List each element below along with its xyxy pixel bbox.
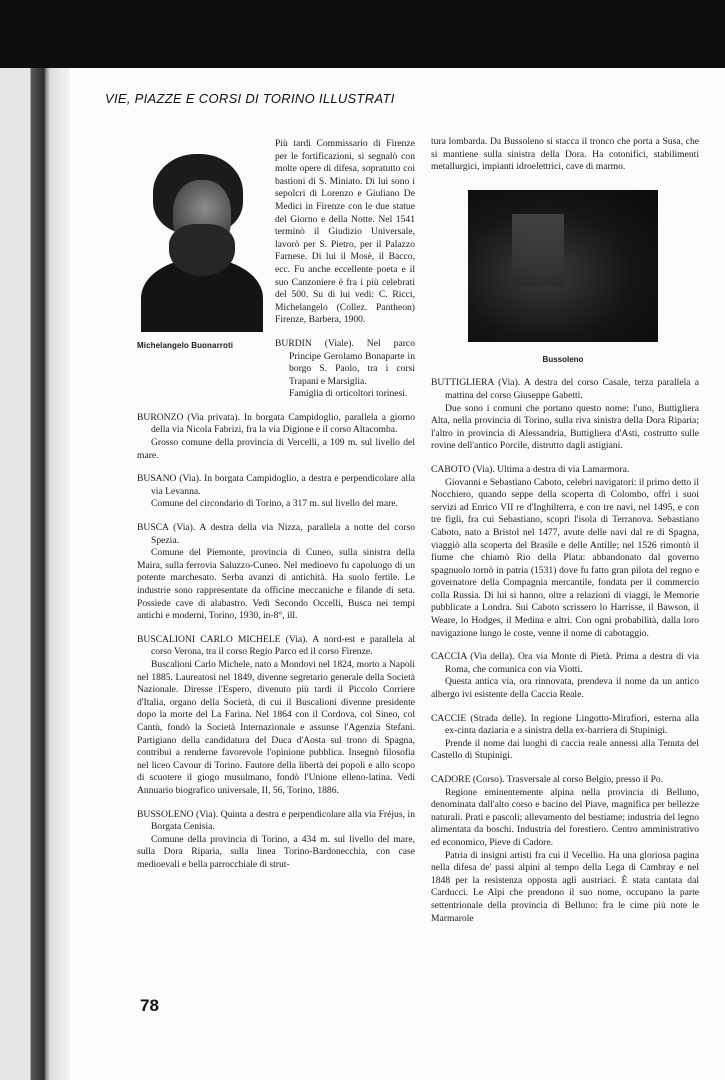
entry-buscalioni <box>137 634 415 798</box>
entry-buronzo <box>137 412 415 462</box>
entry-caboto-head: CABOTO (Via). Ultima a destra di via Lamarmora. <box>431 463 630 475</box>
entry-cadore-body-1: Regione eminentemente alpina nella provincia di Belluno, denominata dall'alto corso e bacino del Piave, magnifica per bellezze naturali. Prati e pascoli; allevamento del bestiame; industria del legno alimentata da boschi. Industria del forestiero. Centro amministrativo ed economico, Pieve di Cadore. <box>431 786 699 848</box>
entry-buttigliera-body: Due sono i comuni che portano questo nome: l'uno, Buttigliera Alta, nella provincia di Torino, sulla riva sinistra della Dora Riparia; l'altro in provincia di Alessandria, Buttigliera d'Asti, costrutto sulle rovine dell'antico Porcile, distrutto dagli astigiani. <box>431 402 699 452</box>
entry-caccia-head: CACCIA (Via della). Ora via Monte di Pietà. Prima a destra di via Roma, che comunica con via Viotti. <box>431 651 699 675</box>
entry-buronzo-body: Grosso comune della provincia di Vercelli, a 109 m. sul livello del mare. <box>137 437 415 461</box>
entry-buttigliera <box>431 377 699 453</box>
buonarroti-text-column <box>275 138 415 401</box>
right-column <box>431 136 699 925</box>
portrait-figure <box>137 146 265 401</box>
entry-busano-body: Comune del circondario di Torino, a 317 m. sul livello del mare. <box>151 498 398 510</box>
entry-buscalioni-body: Buscalioni Carlo Michele, nato a Mondovì nel 1824, morto a Napoli nel 1885. Laureatosi nel 1849, divenne segretario generale della Società Nazionale. Diresse l'Espero, divenuto più tardi il Piccolo Corriere d'Italia, organo della Società, di cui il Buscalioni divenne presidente dopo la morte del La Farina. Nel 1864 con il Cordova, col Sineo, col Cantù, fondò la Società Internazionale e assunse l'Agenzia Stefani. Partigiano della candidatura del Duca d'Aosta sul trono di Spagna, contribuì a renderne favorevole l'opinione pubblica. Insegnò filosofia nel liceo Cavour di Torino. Fautore della libertà dei popoli e allo scopo di scuotere il giogo musulmano, fondò l'Unione elleno-latina. Vedi Annuario biografico universale, II, 56, Torino, 1886. <box>137 658 415 796</box>
page-number: 78 <box>140 996 159 1015</box>
left-column <box>137 136 415 871</box>
entry-burdin-head: BURDIN (Viale). Nel parco Principe Gerolamo Bonaparte in borgo S. Paolo, tra i corsi Trapani e Marsiglia. <box>275 337 415 387</box>
entry-burdin <box>275 338 415 401</box>
entry-caboto <box>431 464 699 640</box>
entry-buscalioni-head: BUSCALIONI CARLO MICHELE (Via). A nord-est e parallela al corso Verona, tra il corso Regio Parco ed il corso Firenze. <box>137 633 415 658</box>
scan-top-band <box>0 0 725 68</box>
bussoleno-photo-image <box>468 190 658 342</box>
entry-buttigliera-head: BUTTIGLIERA (Via). A destra del corso Casale, terza parallela a mattina del corso Giuseppe Gabetti. <box>431 377 699 401</box>
michelangelo-portrait-image <box>137 146 265 332</box>
entry-burdin-body: Famiglia di orticoltori torinesi. <box>289 388 408 400</box>
entry-buronzo-head: BURONZO (Via privata). In borgata Campidoglio, parallela a giorno della via Nicola Fabrizi, fra la via Digione e il corso Altacomba. <box>137 411 415 436</box>
entry-caboto-body: Giovanni e Sebastiano Caboto, celebri navigatori: il primo detto il Nocchiero, quando seppe della scoperta di Colombo, offrì i suoi servizi ad Enrico VII re d'Inghilterra, e con tre navi, nel 1495, e con tre figli, fra cui Sebastiano, scoprì l'isola di Terranova. Sebastiano Caboto, nato a Bristol nel 1477, avute delle navi dal re di Spagna, viaggiò alla scoperta del Brasile e delle Antille; nel 1526 rimontò il fiume che chiamò Rio della Plata: abbandonato dal governo spagnuolo tornò in patria (1531) dove fu fatto gran pilota del regno e governatore della Compagnia mercantile, fondata per il commercio colla Russia. Di lui si hanno, oltre a relazioni di viaggi, le Memorie pubblicate a Londra. Sui Caboto scrissero lo Harrisse, il Bawson, il Weare, lo Hodges, il Medina e altri. Con ogni probabilità, dalla loro navigazione lungo le coste, venne il nome di cabotaggio. <box>431 476 699 639</box>
entry-busca-body: Comune del Piemonte, provincia di Cuneo, sulla sinistra della Maira, sulla ferrovia Saluzzo-Cuneo. Nel medioevo fu capoluogo di un potente marchesato. Serba avanzi di antichità. Ha suolo fertile. Le industrie sono rappresentate da officine meccaniche e filande di seta. Possiede cave di alabastro. Vedi Secondo Occelli, Busca nei tempi antichi e moderni, Torino, 1930, in-8°, ill. <box>137 547 415 622</box>
entry-cadore-body-2: Patria di insigni artisti fra cui il Vecellio. Ha una gloriosa pagina nella difesa de' passi alpini al tempo della Lega di Cambray e nel 1848 per la resistenza opposta agli austriaci. È stata cantata dal Carducci. Le Alpi che prendono il suo nome, occupano la parte settentrionale della provincia di Belluno: fra le cime più note le Marmarole <box>431 849 699 924</box>
entry-bussoleno-body: Comune della provincia di Torino, a 434 m. sul livello del mare, sulla Dora Riparia, sulla linea Torino-Bardonecchia, con case medioevali e bella parrocchiale di strut- <box>137 833 415 870</box>
buonarroti-block <box>137 138 415 401</box>
book-spine-edge <box>0 68 70 1080</box>
buonarroti-intro-text: Più tardi Commissario di Firenze per le fortificazioni, si segnalò con molte opere di difesa, sopratutto coi bastioni di S. Miniato. Di lui sono i sepolcri di Lorenzo e Giuliano De Medici in Firenze con le due statue del Giorno e della Notte. Nel 1541 terminò il Giudizio Universale, lavorò per S. Pietro, per il Palazzo Farnese. Di lui il Mosè, il Bacco, ecc. Fu anche eccellente poeta e il suo Canzoniere è fra i più celebrati del 500. Su di lui vedi: C. Ricci, Michelangelo (Collez. Pantheon) Firenze, Barbera, 1900. <box>275 138 415 326</box>
photo-figure <box>468 190 658 367</box>
entry-busano <box>137 473 415 511</box>
entry-bussoleno <box>137 809 415 872</box>
entry-caccie <box>431 713 699 763</box>
running-head: VIE, PIAZZE E CORSI DI TORINO ILLUSTRATI <box>105 91 395 106</box>
entry-cadore <box>431 774 699 925</box>
entry-bussoleno-head: BUSSOLENO (Via). Quinta a destra e perpendicolare alla via Fréjus, in Borgata Cenisia. <box>137 808 415 833</box>
entry-caccia <box>431 651 699 701</box>
entry-caccia-body: Questa antica via, ora rinnovata, prendeva il nome da un antico albergo ivi esistente della Caccia Reale. <box>431 676 699 701</box>
entry-busano-head: BUSANO (Via). In borgata Campidoglio, a destra e perpendicolare alla via Levanna. <box>137 473 415 497</box>
entry-cadore-head: CADORE (Corso). Trasversale al corso Belgio, presso il Po. <box>431 774 664 785</box>
entry-busca <box>137 522 415 623</box>
entry-caccie-head: CACCIE (Strada delle). In regione Lingotto-Mirafiori, esterna alla ex-cinta daziaria e a sinistra della ex-barriera di Stupinigi. <box>431 712 699 737</box>
photo-caption: Bussoleno <box>542 354 584 364</box>
entry-caccie-body: Prende il nome dai luoghi di caccia reale annessi alla Tenuta del Castello di Stupinigi. <box>431 737 699 762</box>
entry-busca-head: BUSCA (Via). A destra della via Nizza, parallela a notte del corso Spezia. <box>137 522 415 546</box>
bussoleno-continuation-text: tura lombarda. Da Bussoleno si stacca il tronco che porta a Susa, che si mantiene sulla sinistra della Dora. Ha cotonifici, stabilimenti metallurgici, impianti idroelettrici, cave di marmo. <box>431 136 699 173</box>
portrait-caption: Michelangelo Buonarroti <box>137 341 234 350</box>
